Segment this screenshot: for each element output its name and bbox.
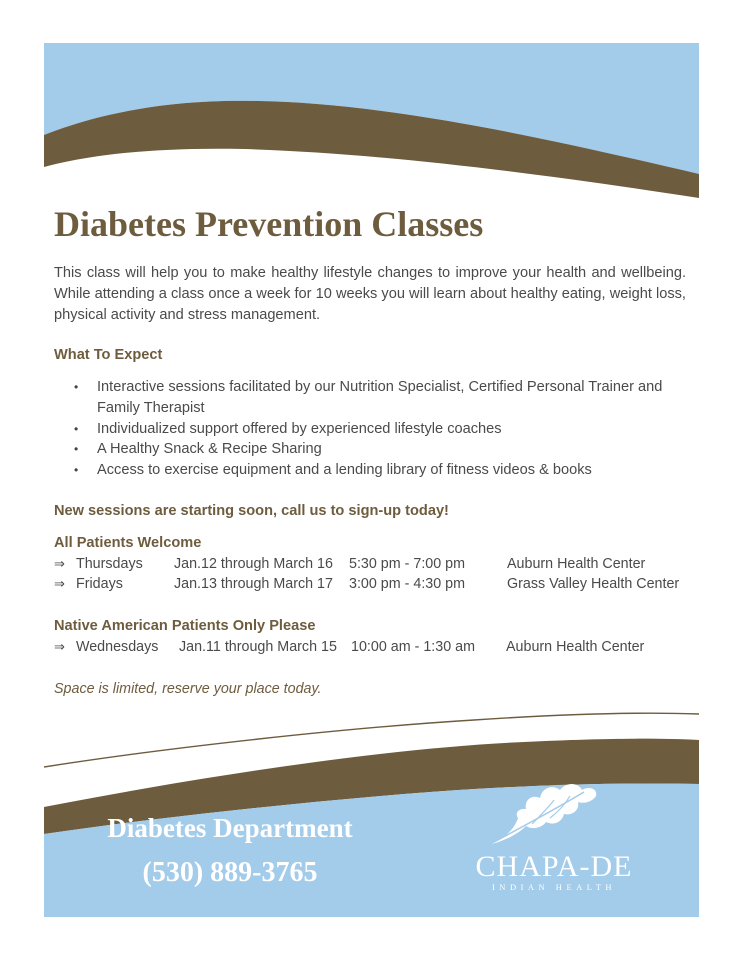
session-day: Fridays xyxy=(76,576,123,592)
list-item: • Interactive sessions facilitated by our Nutrition Specialist, Certified Personal Trainer and Family Therapist xyxy=(74,377,664,419)
chapa-de-logo xyxy=(454,778,654,898)
session-dates: Jan.13 through March 17 xyxy=(174,576,333,592)
session-day: Thursdays xyxy=(76,556,143,572)
department-name: Diabetes Department xyxy=(107,813,353,843)
expect-list xyxy=(74,377,664,481)
flyer-page xyxy=(44,43,699,917)
session-dates: Jan.12 through March 16 xyxy=(174,556,333,572)
session-location: Auburn Health Center xyxy=(506,639,645,655)
oak-leaf-icon xyxy=(454,778,654,850)
session-dates: Jan.11 through March 15 xyxy=(179,639,337,655)
page-title: Diabetes Prevention Classes xyxy=(54,204,484,244)
logo-subtitle: INDIAN HEALTH xyxy=(491,882,617,892)
department-phone: (530) 889-3765 xyxy=(142,857,318,888)
top-wave-banner xyxy=(44,43,699,203)
list-item: • Individualized support offered by experienced lifestyle coaches xyxy=(74,419,664,440)
session-location: Auburn Health Center xyxy=(507,556,646,572)
session-time: 10:00 am - 1:30 am xyxy=(351,639,475,655)
session-day: Wednesdays xyxy=(76,639,159,655)
list-item: • Access to exercise equipment and a lending library of fitness videos & books xyxy=(74,460,664,481)
what-to-expect-heading: What To Expect xyxy=(54,347,163,363)
arrow-icon: ⇒ xyxy=(54,639,65,654)
native-patients-heading: Native American Patients Only Please xyxy=(54,618,316,634)
all-patients-heading: All Patients Welcome xyxy=(54,535,202,551)
logo-name: CHAPA-DE xyxy=(475,850,633,883)
session-time: 5:30 pm - 7:00 pm xyxy=(349,556,466,572)
list-item: • A Healthy Snack & Recipe Sharing xyxy=(74,439,664,460)
intro-paragraph: This class will help you to make healthy lifestyle changes to improve your health and wellbeing. While attending a class once a week for 10 weeks you will learn about healthy eating, weight loss, physical activity and stress management. xyxy=(54,265,686,323)
arrow-icon: ⇒ xyxy=(54,556,65,571)
space-limited-note: Space is limited, reserve your place today. xyxy=(54,681,322,697)
signup-callout: New sessions are starting soon, call us to sign-up today! xyxy=(54,503,449,519)
arrow-icon: ⇒ xyxy=(54,576,65,591)
session-location: Grass Valley Health Center xyxy=(507,576,680,592)
session-time: 3:00 pm - 4:30 pm xyxy=(349,576,466,592)
